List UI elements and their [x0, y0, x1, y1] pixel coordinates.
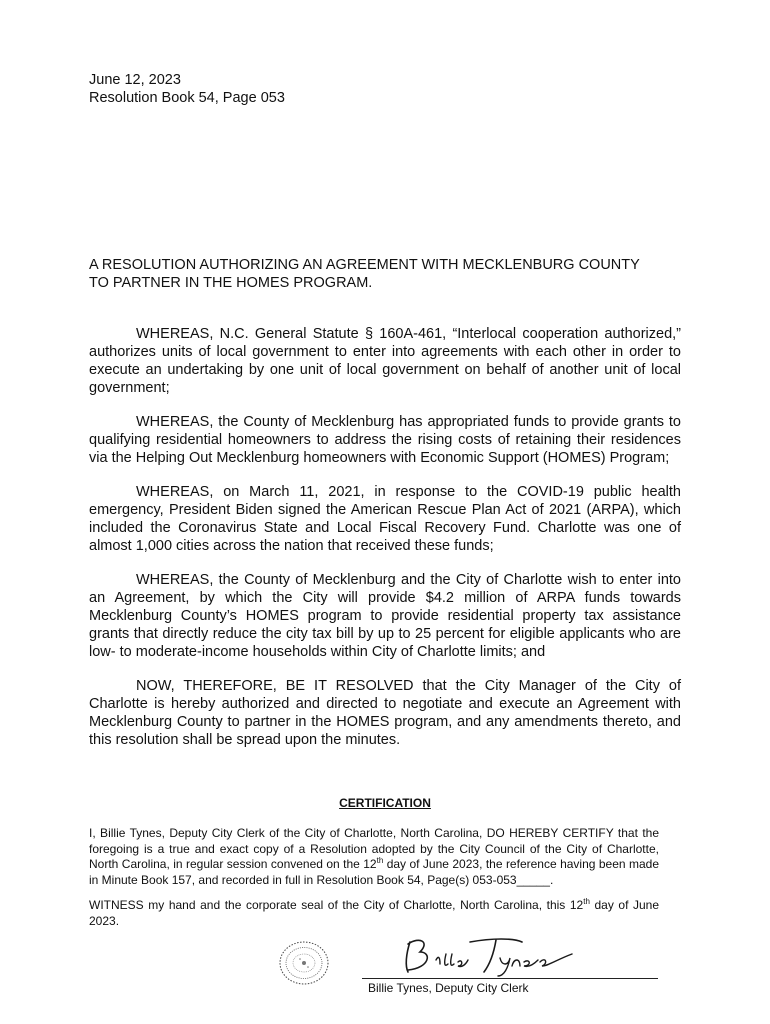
witness-statement: WITNESS my hand and the corporate seal of the City of Charlotte, North Carolina, this 12th day of June 2023.: [89, 897, 659, 928]
resolution-reference: Resolution Book 54, Page 053: [89, 90, 285, 106]
certification-heading: CERTIFICATION: [339, 796, 431, 810]
title-line-2: TO PARTNER IN THE HOMES PROGRAM.: [89, 275, 373, 291]
document-date: June 12, 2023: [89, 72, 181, 88]
resolved-paragraph: NOW, THEREFORE, BE IT RESOLVED that the City Manager of the City of Charlotte is hereby authorized and directed to negotiate and execute an Agreement with Mecklenburg County to partner in the HOMES program, and any amendments thereto, and this resolution shall be spread upon the minutes.: [89, 678, 681, 748]
whereas-paragraph-3: WHEREAS, on March 11, 2021, in response to the COVID-19 public health emergency, President Biden signed the American Rescue Plan Act of 2021 (ARPA), which included the Coronavirus State and Local Fiscal Recovery Fund. Charlotte was one of almost 1,000 cities across the nation that received these funds;: [89, 484, 681, 554]
signatory-name: Billie Tynes, Deputy City Clerk: [368, 981, 529, 995]
whereas-paragraph-2: WHEREAS, the County of Mecklenburg has appropriated funds to provide grants to qualifying residential homeowners to address the rising costs of retaining their residences via the Helping Out Mecklenburg homeowners with Economic Support (HOMES) Program;: [89, 414, 681, 466]
document-header: [89, 71, 285, 107]
handwritten-signature: [396, 932, 586, 980]
resolution-title: [89, 256, 681, 292]
city-seal-icon: [278, 940, 330, 986]
certification-body: [89, 826, 659, 939]
certification-statement: I, Billie Tynes, Deputy City Clerk of the City of Charlotte, North Carolina, DO HEREBY CERTIFY that the foregoing is a true and exact copy of a Resolution adopted by the City Council of the City of Charlotte, North Carolina, in regular session convened on the 12th day of June 2023, the reference having been made in Minute Book 157, and recorded in full in Resolution Book 54, Page(s) 053-053_____.: [89, 826, 659, 887]
signature-line: [362, 978, 658, 979]
resolution-body: [89, 325, 681, 765]
title-line-1: A RESOLUTION AUTHORIZING AN AGREEMENT WITH MECKLENBURG COUNTY: [89, 257, 640, 273]
whereas-paragraph-1: WHEREAS, N.C. General Statute § 160A-461, “Interlocal cooperation authorized,” authorizes units of local government to enter into agreements with each other in order to execute an undertaking by one unit of local government on behalf of another unit of local government;: [89, 326, 681, 396]
whereas-paragraph-4: WHEREAS, the County of Mecklenburg and the City of Charlotte wish to enter into an Agreement, by which the City will provide $4.2 million of ARPA funds towards Mecklenburg County’s HOMES program to provide residential property tax assistance grants that directly reduce the city tax bill by up to 25 percent for eligible applicants who are low- to moderate-income households within City of Charlotte limits; and: [89, 572, 681, 660]
